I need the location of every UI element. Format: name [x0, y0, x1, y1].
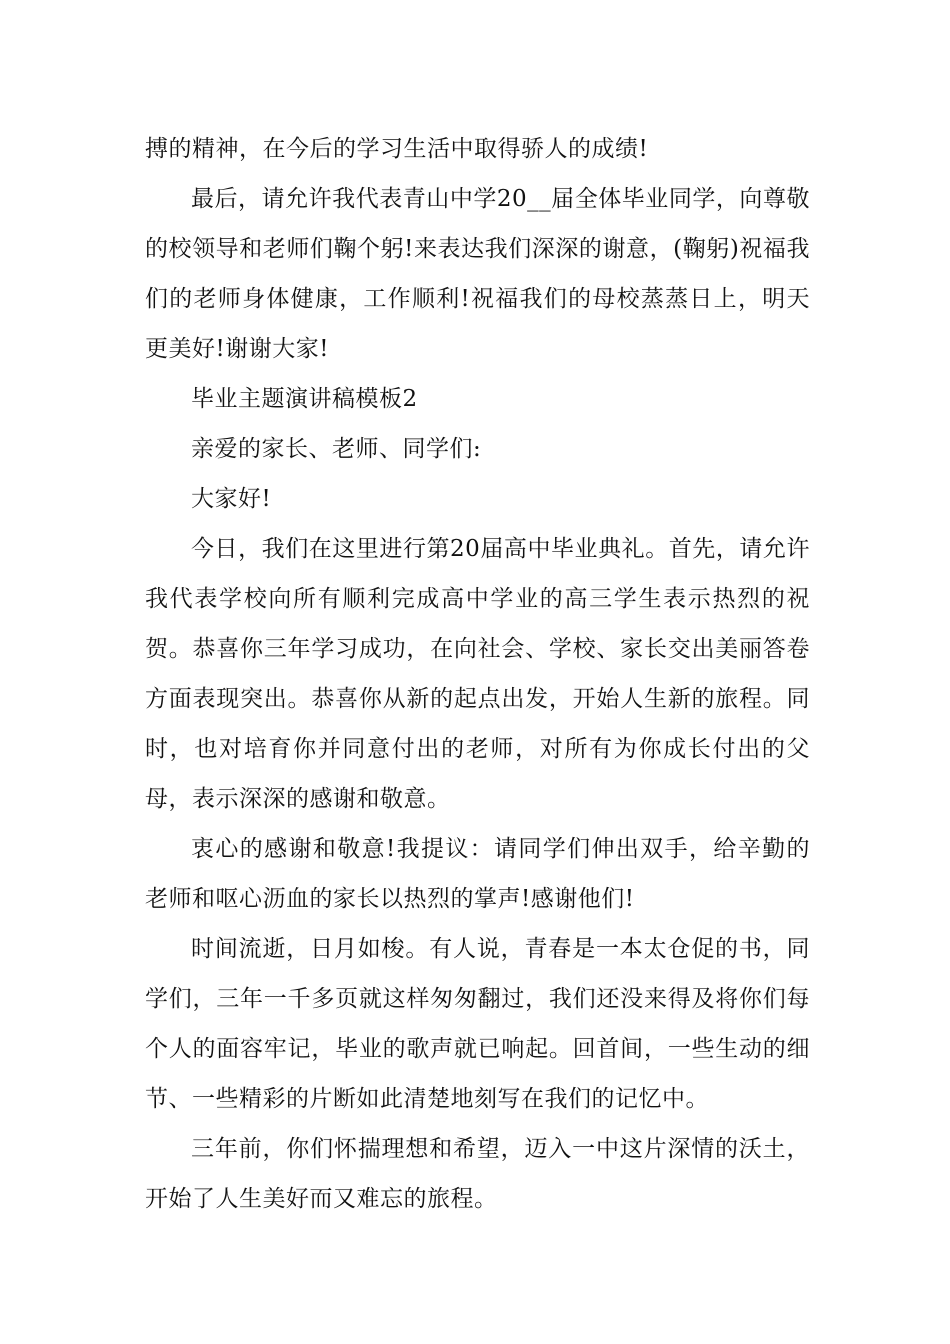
greeting: 大家好! [191, 486, 272, 512]
paragraph-time: 时间流逝，日月如梭。有人说，青春是一本太仓促的书，同学们，三年一千多页就这样匆匆翻过，我们还没来得及将你们每个人的面容牢记，毕业的歌声就已响起。回首间，一些生动的细节、一些精彩的片断如此清楚地刻写在我们的记忆中。 [145, 936, 810, 1112]
document-body [145, 124, 810, 1224]
salutation: 亲爱的家长、老师、同学们: [191, 436, 482, 462]
paragraph-opening: 今日，我们在这里进行第20届高中毕业典礼。首先，请允许我代表学校向所有顺利完成高中学业的高三学生表示热烈的祝贺。恭喜你三年学习成功，在向社会、学校、家长交出美丽答卷方面表现突出。恭喜你从新的起点出发，开始人生新的旅程。同时，也对培育你并同意付出的老师，对所有为你成长付出的父母，表示深深的感谢和敬意。 [145, 536, 810, 812]
section-heading: 毕业主题演讲稿模板2 [191, 386, 418, 412]
paragraph-three-years-ago: 三年前，你们怀揣理想和希望，迈入一中这片深情的沃土，开始了人生美好而又难忘的旅程。 [145, 1136, 810, 1212]
paragraph-closing: 最后，请允许我代表青山中学20__届全体毕业同学，向尊敬的校领导和老师们鞠个躬!来表达我们深深的谢意，(鞠躬)祝福我们的老师身体健康，工作顺利!祝福我们的母校蒸蒸日上，明天更美好!谢谢大家! [145, 186, 810, 362]
paragraph-gratitude: 衷心的感谢和敬意!我提议：请同学们伸出双手，给辛勤的老师和呕心沥血的家长以热烈的掌声!感谢他们! [145, 836, 810, 912]
paragraph-continuation: 搏的精神，在今后的学习生活中取得骄人的成绩! [145, 136, 649, 162]
